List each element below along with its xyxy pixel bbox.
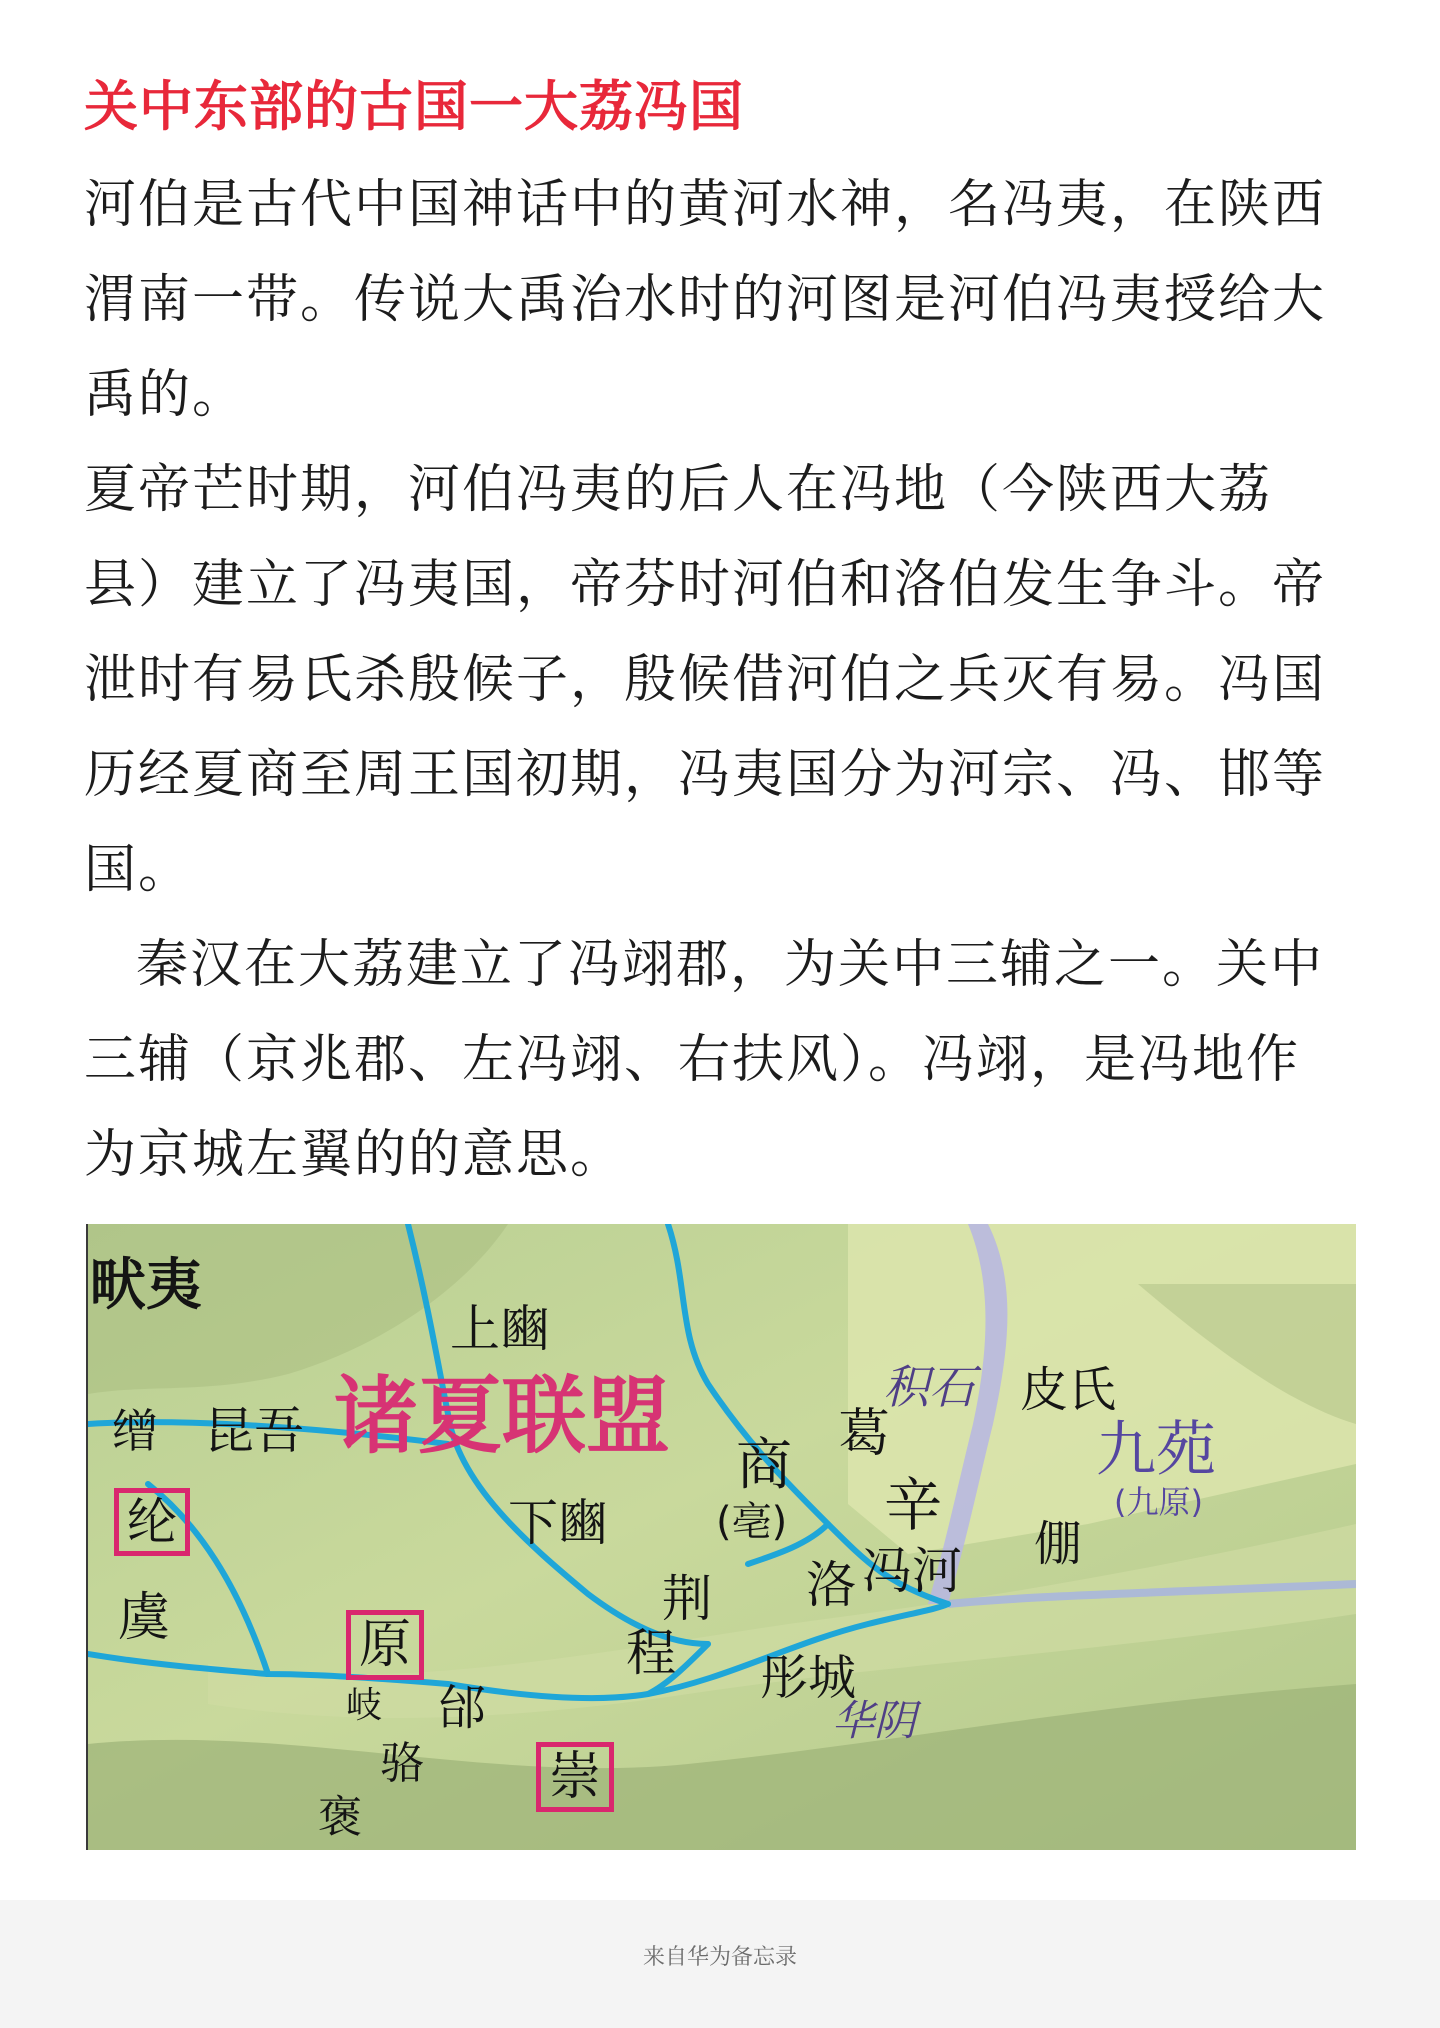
paragraph-2: 夏帝芒时期，河伯冯夷的后人在冯地（今陕西大荔县）建立了冯夷国，帝芬时河伯和洛伯发生争斗。帝泄时有易氏杀殷候子，殷候借河伯之兵灭有易。冯国历经夏商至周王国初期，冯夷国分为河宗、冯、邯等国。 [84, 460, 1327, 900]
map-label-huayin: 华阴 [832, 1696, 917, 1745]
map-label-zeng: 缯 [112, 1404, 158, 1458]
map-label-zhuxia-alliance: 诸夏联盟 [334, 1367, 671, 1465]
map-label-xiabin: 下豳 [508, 1494, 608, 1552]
map-label-jing: 荆 [662, 1570, 712, 1628]
map-label-jiuyuan-sub: (九原) [1114, 1483, 1203, 1521]
map-label-quanyi: 畎夷 [90, 1253, 202, 1318]
historical-map-image [86, 1224, 1356, 1850]
map-label-xin: 辛 [884, 1471, 943, 1539]
map-label-yuan-highlighted: 原 [346, 1610, 424, 1680]
map-label-bo: (亳) [716, 1499, 788, 1545]
map-label-jishi: 积石 [883, 1360, 975, 1414]
map-label-fenghe: 冯河 [862, 1542, 962, 1600]
map-label-tai: 邰 [438, 1680, 487, 1736]
map-label-shang: 商 [736, 1433, 792, 1498]
map-label-kunwu: 昆吾 [204, 1402, 304, 1460]
paragraph-1: 河伯是古代中国神话中的黄河水神，名冯夷，在陕西渭南一带。传说大禹治水时的河图是河伯冯夷授给大禹的。 [84, 175, 1327, 425]
map-label-peng: 倗 [1034, 1516, 1083, 1572]
map-label-cheng: 程 [626, 1624, 676, 1682]
map-label-luo-2: 骆 [380, 1738, 424, 1789]
paragraph-3: 秦汉在大荔建立了冯翊郡，为关中三辅之一。关中三辅（京兆郡、左冯翊、右扶风）。冯翊，是冯地作为京城左翼的的意思。 [84, 935, 1325, 1185]
map-label-tongcheng: 彤城 [760, 1650, 857, 1706]
article-body [84, 158, 1344, 1203]
map-label-ge: 葛 [838, 1404, 891, 1464]
map-label-bao: 褒 [318, 1792, 362, 1843]
map-label-pishi: 皮氏 [1020, 1362, 1117, 1418]
map-label-shangbin: 上豳 [450, 1300, 550, 1358]
map-label-chong-highlighted: 崇 [536, 1742, 614, 1812]
map-label-lun-highlighted: 纶 [114, 1488, 190, 1556]
footer-source: 来自华为备忘录 [642, 1945, 797, 1970]
map-label-qi: 岐 [346, 1685, 383, 1726]
article-title: 关中东部的古国一大荔冯国 [84, 75, 744, 138]
map-label-yu: 虞 [118, 1588, 171, 1648]
map-label-jiuyuan: 九苑 [1096, 1415, 1216, 1485]
map-label-luo: 洛 [806, 1556, 856, 1614]
